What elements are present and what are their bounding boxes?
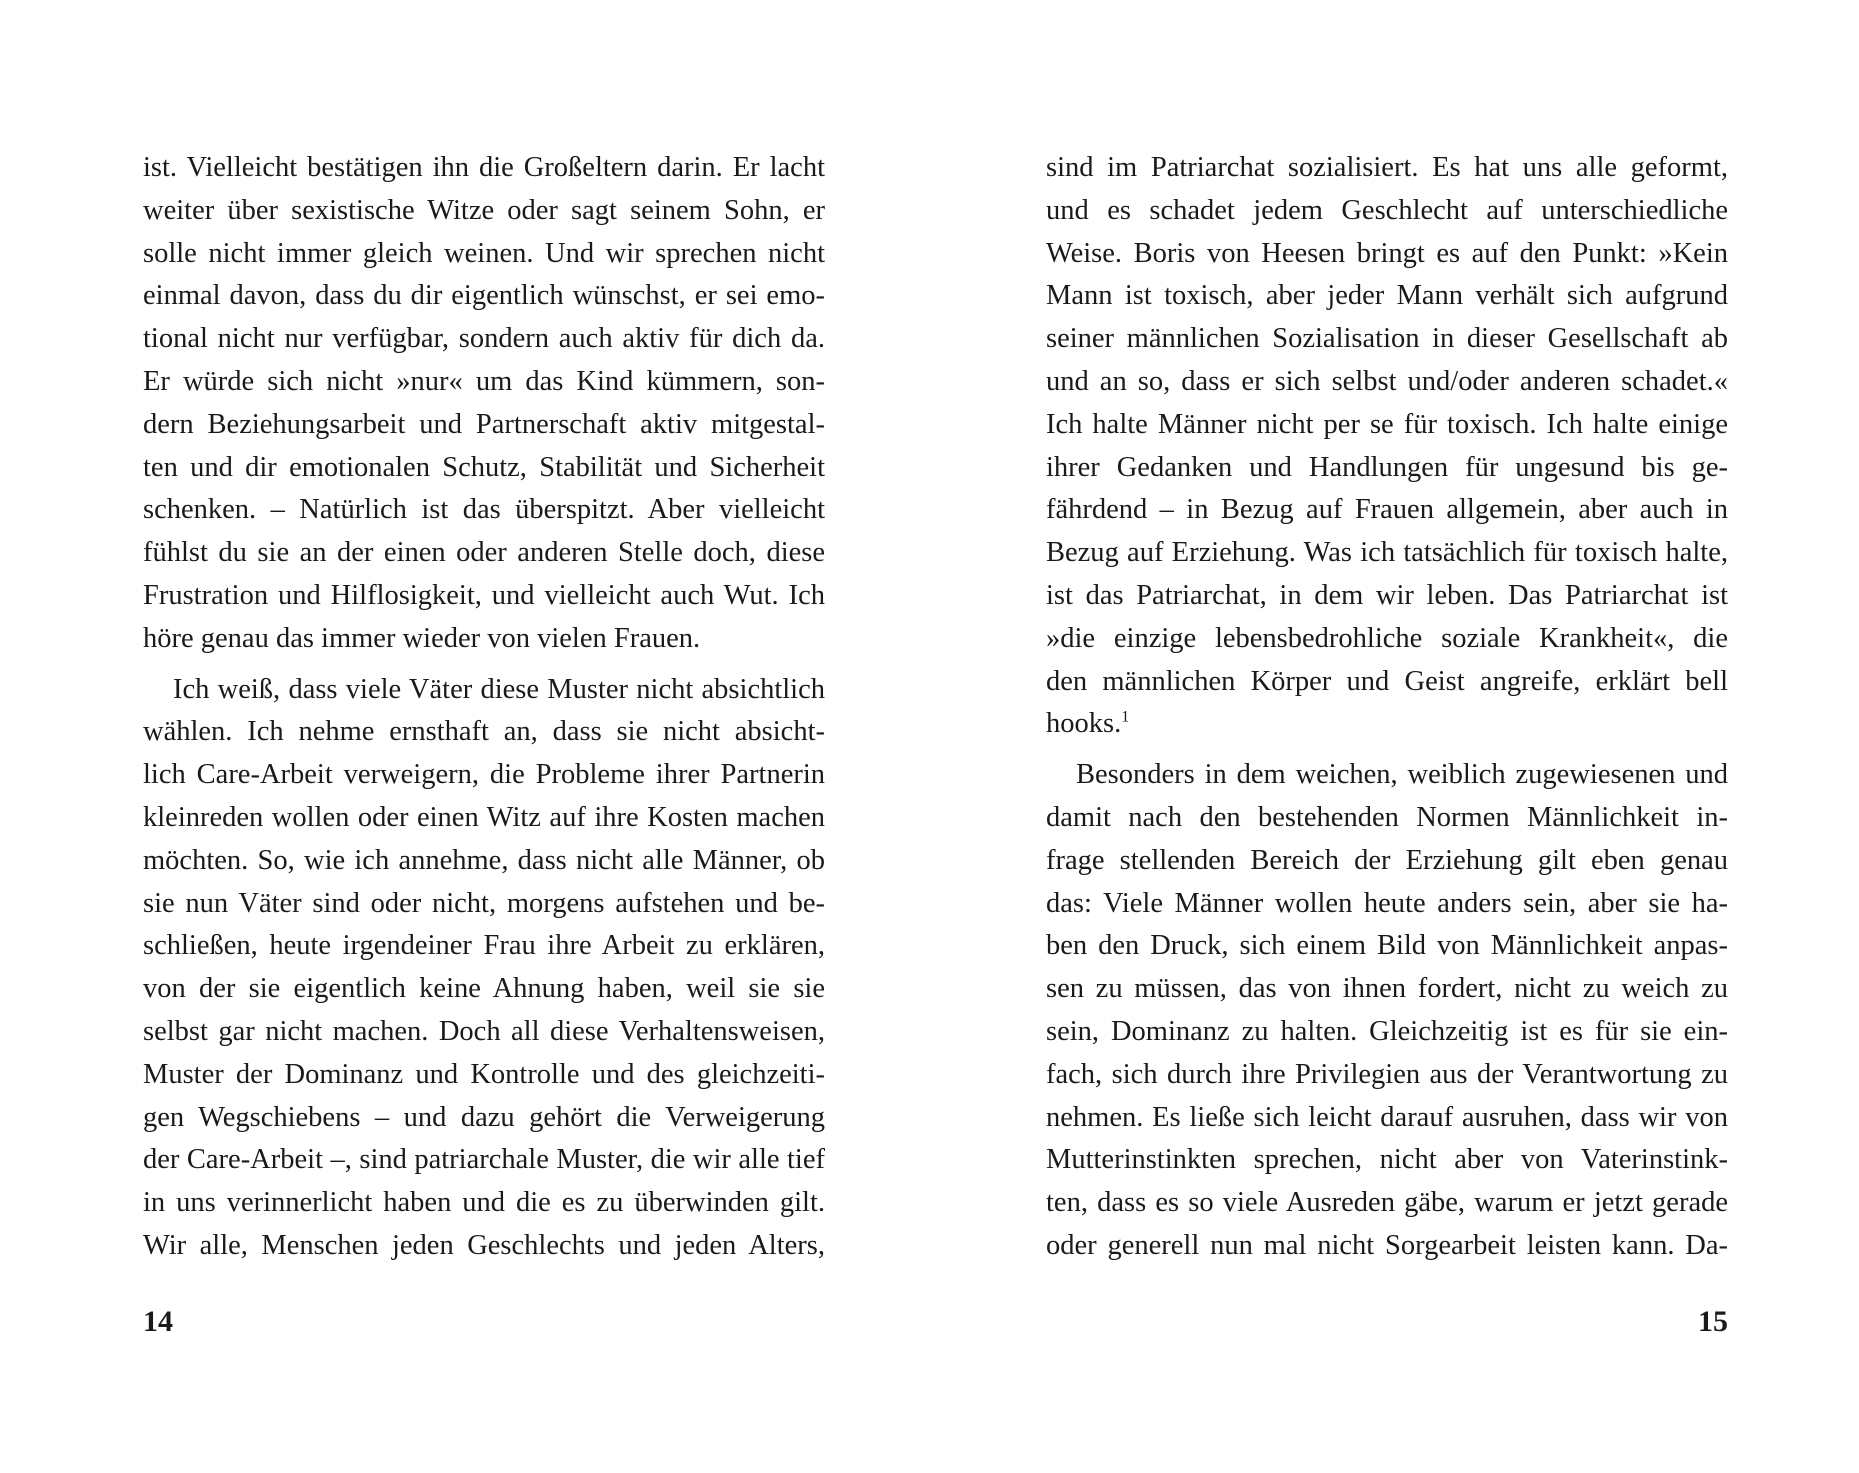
text-line: Frustration und Hilflosigkeit, und vielleicht auch Wut. Ich xyxy=(143,579,825,611)
text-line: Wir alle, Menschen jeden Geschlechts und jeden Alters, xyxy=(143,1229,825,1261)
text-line: ist. Vielleicht bestätigen ihn die Großeltern darin. Er lacht xyxy=(143,152,825,183)
text-line: Weise. Boris von Heesen bringt es auf den Punkt: »Kein xyxy=(1046,237,1728,269)
text-line: wählen. Ich nehme ernsthaft an, dass sie nicht absicht- xyxy=(143,716,825,748)
page-number-left: 14 xyxy=(143,1305,173,1338)
text-line: lich Care-Arbeit verweigern, die Probleme ihrer Partnerin xyxy=(143,759,825,791)
text-line: ist das Patriarchat, in dem wir leben. Das Patriarchat ist xyxy=(1046,579,1728,611)
text-line: Ich weiß, dass viele Väter diese Muster nicht absichtlich xyxy=(173,673,825,705)
text-line xyxy=(1046,703,1728,746)
text-line: dern Beziehungsarbeit und Partnerschaft aktiv mitgestal- xyxy=(143,408,825,440)
text-line: »die einzige lebensbedrohliche soziale Krankheit«, die xyxy=(1046,622,1728,654)
text-line: sein, Dominanz zu halten. Gleichzeitig ist es für sie ein- xyxy=(1046,1015,1728,1047)
text-line: den männlichen Körper und Geist angreife, erklärt bell xyxy=(1046,665,1728,697)
text-line: Bezug auf Erziehung. Was ich tatsächlich für toxisch halte, xyxy=(1046,537,1728,569)
text-line: das: Viele Männer wollen heute anders sein, aber sie ha- xyxy=(1046,887,1728,919)
text-line: und an so, dass er sich selbst und/oder anderen schadet.« xyxy=(1046,365,1728,397)
text-line: fühlst du sie an der einen oder anderen Stelle doch, diese xyxy=(143,537,825,569)
text-line: solle nicht immer gleich weinen. Und wir sprechen nicht xyxy=(143,237,825,269)
text-line: Er würde sich nicht »nur« um das Kind kümmern, son- xyxy=(143,365,825,397)
text-line: fährdend – in Bezug auf Frauen allgemein, aber auch in xyxy=(1046,494,1728,526)
text-fragment: hooks. xyxy=(1046,708,1122,740)
text-line: und es schadet jedem Geschlecht auf unterschiedliche xyxy=(1046,194,1728,226)
text-line: schenken. – Natürlich ist das überspitzt. Aber vielleicht xyxy=(143,494,825,526)
text-line: selbst gar nicht machen. Doch all diese Verhaltensweisen, xyxy=(143,1015,825,1047)
text-line: ten und dir emotionalen Schutz, Stabilität und Sicherheit xyxy=(143,451,825,483)
text-line: ihrer Gedanken und Handlungen für ungesund bis ge- xyxy=(1046,451,1728,483)
text-line: nehmen. Es ließe sich leicht darauf ausruhen, dass wir von xyxy=(1046,1101,1728,1133)
text-line: einmal davon, dass du dir eigentlich wünschst, er sei emo- xyxy=(143,280,825,312)
page-number-right: 15 xyxy=(1698,1305,1728,1338)
text-line: sind im Patriarchat sozialisiert. Es hat uns alle geformt, xyxy=(1046,152,1728,183)
text-line: fach, sich durch ihre Privilegien aus der Verantwortung zu xyxy=(1046,1058,1728,1090)
text-line: von der sie eigentlich keine Ahnung haben, weil sie sie xyxy=(143,973,825,1005)
left-page-body xyxy=(143,147,825,1268)
right-page-body xyxy=(1046,147,1728,1268)
text-line: oder generell nun mal nicht Sorgearbeit leisten kann. Da- xyxy=(1046,1229,1728,1261)
text-line: sie nun Väter sind oder nicht, morgens aufstehen und be- xyxy=(143,887,825,919)
text-line: in uns verinnerlicht haben und die es zu überwinden gilt. xyxy=(143,1187,825,1219)
text-line: Muster der Dominanz und Kontrolle und des gleichzeiti- xyxy=(143,1058,825,1090)
text-line: möchten. So, wie ich annehme, dass nicht alle Männer, ob xyxy=(143,844,825,876)
text-line: ben den Druck, sich einem Bild von Männlichkeit anpas- xyxy=(1046,930,1728,962)
footnote-marker: 1 xyxy=(1121,708,1130,726)
text-line: der Care-Arbeit –, sind patriarchale Muster, die wir alle tief xyxy=(143,1144,825,1176)
text-line: sen zu müssen, das von ihnen fordert, nicht zu weich zu xyxy=(1046,973,1728,1005)
text-line: Mann ist toxisch, aber jeder Mann verhält sich aufgrund xyxy=(1046,280,1728,312)
text-line: weiter über sexistische Witze oder sagt seinem Sohn, er xyxy=(143,194,825,226)
text-line: ten, dass es so viele Ausreden gäbe, warum er jetzt gerade xyxy=(1046,1187,1728,1219)
text-line: gen Wegschiebens – und dazu gehört die Verweigerung xyxy=(143,1101,825,1133)
text-line: Ich halte Männer nicht per se für toxisch. Ich halte einige xyxy=(1046,408,1728,440)
text-line: schließen, heute irgendeiner Frau ihre Arbeit zu erklären, xyxy=(143,930,825,962)
text-line: seiner männlichen Sozialisation in dieser Gesellschaft ab xyxy=(1046,323,1728,355)
text-line: tional nicht nur verfügbar, sondern auch aktiv für dich da. xyxy=(143,323,825,355)
text-line: kleinreden wollen oder einen Witz auf ihre Kosten machen xyxy=(143,801,825,833)
text-line: Besonders in dem weichen, weiblich zugewiesenen und xyxy=(1076,759,1728,791)
text-line: frage stellenden Bereich der Erziehung gilt eben genau xyxy=(1046,844,1728,876)
text-line: höre genau das immer wieder von vielen Frauen. xyxy=(143,622,701,654)
text-line: damit nach den bestehenden Normen Männlichkeit in- xyxy=(1046,801,1728,833)
text-line: Mutterinstinkten sprechen, nicht aber von Vaterinstink- xyxy=(1046,1144,1728,1176)
